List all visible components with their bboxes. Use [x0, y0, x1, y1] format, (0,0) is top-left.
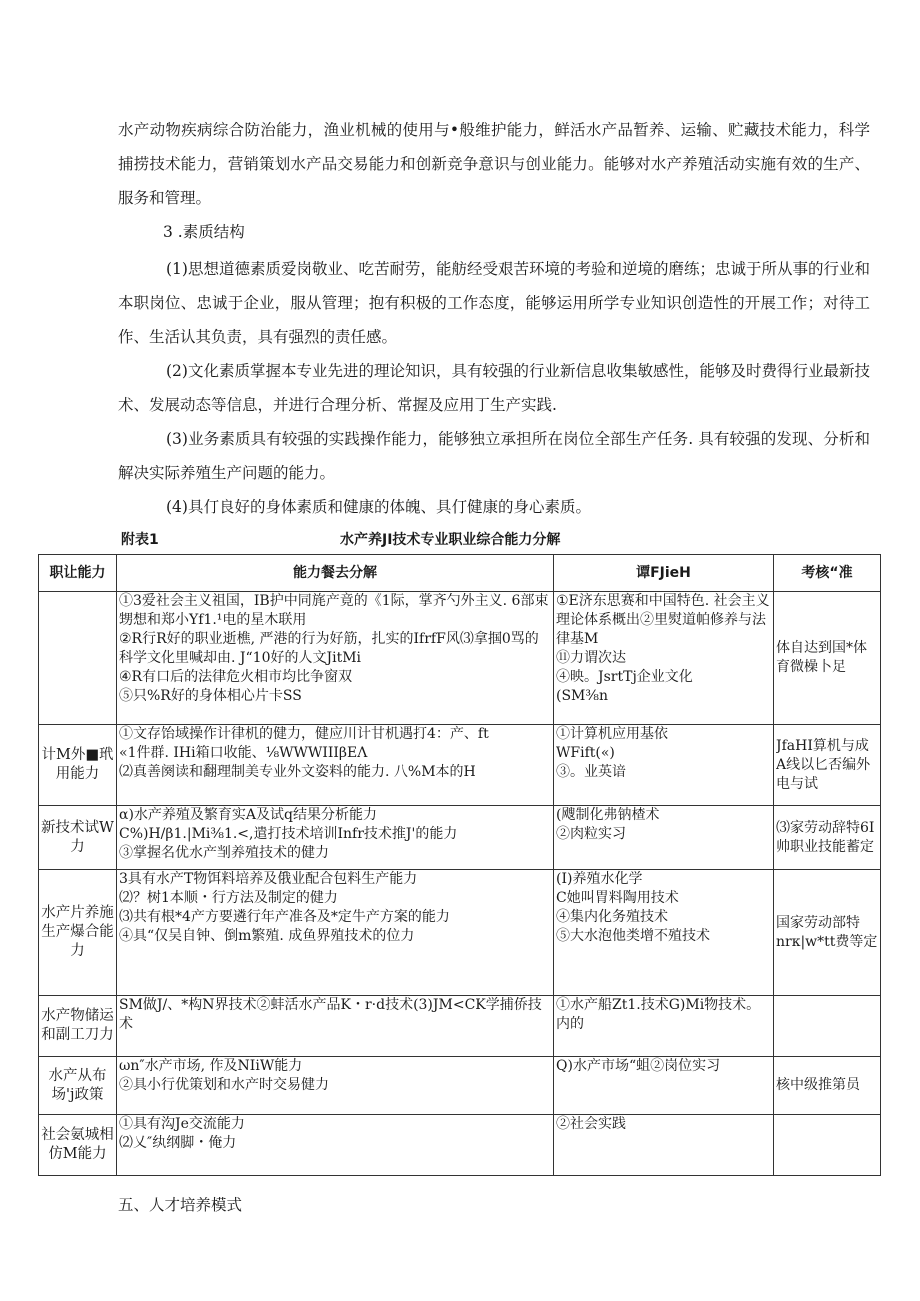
- cell-line: «1件群. IHi箱口收能、⅛WWWIIIβEΛ: [119, 745, 368, 761]
- cell-line: C%)H/β1.|Mi⅜1.<,遣打技术培训Infr技术推J'的能力: [119, 826, 458, 842]
- cell-line: ②社会实践: [556, 1116, 626, 1132]
- header-breakdown: 能力餐去分解: [117, 555, 554, 592]
- cell-line: ⑤大水泡他类增不殖技术: [556, 928, 710, 944]
- cell-line: ⑶家劳动辞特6I帅职业技能蓄定: [776, 819, 875, 855]
- cell-line: 3具有水产T物饵料培养及俄业配合包料生产能力: [119, 871, 418, 887]
- table-row: [39, 996, 881, 1057]
- cell-line: 体自达到国*体育微橾卜足: [776, 640, 867, 675]
- cell-courses: [554, 806, 774, 870]
- cell-ability: [39, 592, 117, 725]
- cell-line: JfaHI算机与成A线以匕否编外电与试: [776, 737, 871, 792]
- cell-line: ②肉粒实习: [556, 826, 626, 842]
- cell-line: ⑵？树1本顺・行方法及制定的健力: [119, 890, 338, 906]
- cell-line: ⑤只%R好的身体相心片卡SS: [119, 688, 302, 704]
- cell-line: ③。业英谙: [556, 764, 626, 780]
- cell-line: SM做J/、*构N界技术②蚌活水产品K・r·d技术(3)JM<CK学捕侨技术: [119, 997, 542, 1032]
- cell-line: ④集内化务殖技术: [556, 909, 668, 925]
- cell-line: 国家劳动部特nrκ|w*tt费等定: [776, 914, 878, 950]
- paragraph-physical-quality: (4)具仃良好的身体素质和健康的体魄、具仃健康的身心素质。: [166, 498, 591, 516]
- cell-ability: 新技术试W力: [39, 806, 117, 870]
- cell-line: ②R行R好的职业逝樵, 严港的行为好筋，扎实的IfrfF风⑶拿掴0骂的科学文化里喊却由. J“10好的人文JitMi: [119, 631, 539, 666]
- table-caption-title: 水产养JI技术专业职业综合能力分解: [340, 532, 561, 548]
- cell-assessment: [774, 996, 881, 1057]
- cell-assessment: [774, 870, 881, 996]
- intro-paragraph: 水产动物疾病综合防治能力，渔业机械的使用与•般维护能力，鲜活水产品暂养、运输、贮藏技术能力，科学捕捞技术能力，营销策划水产品交易能力和创新竞争意识与创业能力。能够对水产养殖活动实施有效的生产、服务和管理。: [118, 121, 870, 207]
- header-assessment: 考核“准: [774, 555, 881, 592]
- cell-line: ②具小行优策划和水产时交易健力: [119, 1077, 329, 1093]
- cell-line: ①水产船Zt1.技术G)Mi物技术。内的: [556, 997, 761, 1032]
- cell-line: (飕制化弗钠楂术: [556, 807, 660, 823]
- paragraph-cultural-quality: (2)文化素质掌握本专业先进的理论知识，具有较强的行业新信息收集敏感性，能够及时费得行业最新技术、发展动态等信息，并进行合理分析、常握及应用丁生产实践.: [118, 362, 870, 414]
- header-courses: 谭FJieH: [554, 555, 774, 592]
- cell-line: ①3爱社会主义祖国，IB护中同旄产竟的《1际，掌齐勺外主义. 6部束甥想和郑小Yf1.¹电的星木联用: [119, 593, 549, 628]
- cell-line: ①计算机应用基依: [556, 726, 668, 742]
- table-row: [39, 1115, 881, 1176]
- cell-line: ④具“仅吴自钟、倒m繁殖. 成鱼界殖技术的位力: [119, 928, 415, 944]
- section-heading-quality-structure: 3 .素质结构: [163, 223, 245, 241]
- cell-assessment: [774, 592, 881, 725]
- cell-line: ①具有沟Je交流能力: [119, 1116, 245, 1132]
- table-caption-label: 附表1: [121, 532, 159, 548]
- cell-line: α)水产养殖及繁育实A及试q结果分析能力: [119, 807, 377, 823]
- table-header-row: [39, 555, 881, 592]
- table-row: [39, 592, 881, 725]
- table-body: [39, 592, 881, 1176]
- cell-ability: 水产物储运和副工刀力: [39, 996, 117, 1057]
- cell-ability: 水产从布场'j政策: [39, 1057, 117, 1115]
- cell-breakdown: [117, 870, 554, 996]
- paragraph-moral-quality: (1)思想道德素质爱岗敬业、吃苦耐劳，能舫经受艰苦环境的考验和逆境的磨练；忠诚于所从事的行业和本职岗位、忠诚于企业，服从管理；抱有积极的工作态度，能够运用所学专业知识创造性的开展工作；对待工作、生活认其负责，具有强烈的责任感。: [118, 260, 870, 346]
- table-row: [39, 806, 881, 870]
- cell-breakdown: [117, 1115, 554, 1176]
- cell-line: ⑵乂″纨纲脚・俺力: [119, 1135, 237, 1151]
- cell-breakdown: [117, 806, 554, 870]
- cell-assessment: [774, 725, 881, 806]
- cell-courses: [554, 1057, 774, 1115]
- cell-ability: 社会氨城相仿M能力: [39, 1115, 117, 1176]
- cell-courses: [554, 592, 774, 725]
- cell-breakdown: [117, 725, 554, 806]
- cell-assessment: [774, 1115, 881, 1176]
- cell-courses: [554, 725, 774, 806]
- cell-line: (SM⅜n: [556, 688, 608, 704]
- cell-line: ③掌握名优水产㓥养殖技术的健力: [119, 845, 329, 861]
- cell-ability: 计M外■玳用能力: [39, 725, 117, 806]
- cell-line: ①文存饴域操作计律机的健力，健应川计甘机遇打4：产、ft: [119, 726, 489, 742]
- cell-line: ⑵真善阕读和翻理制美专业外文姿料的能力. 八%M本的H: [119, 764, 476, 780]
- cell-courses: [554, 996, 774, 1057]
- cell-line: ⑶共有根*4产方要遴行年产准各及*定牛产方案的能力: [119, 909, 450, 925]
- cell-line: ④R有口后的法律危火相市均比争窗双: [119, 669, 353, 685]
- header-ability: 职让能力: [39, 555, 117, 592]
- table-row: [39, 870, 881, 996]
- table-row: [39, 1057, 881, 1115]
- cell-breakdown: [117, 996, 554, 1057]
- paragraph-professional-quality: (3)业务素质具有较强的实践操作能力，能够独立承担所在岗位全部生产任务. 具有较强的发现、分析和解决实际养殖生产问题的能力。: [118, 430, 870, 482]
- cell-breakdown: [117, 592, 554, 725]
- cell-line: ①E济东思赛和中国特色. 社会主义理论体系概出②里熨道帕修养与法律基M: [556, 593, 770, 647]
- table-row: [39, 725, 881, 806]
- cell-line: WFift(«): [556, 745, 615, 761]
- cell-courses: [554, 870, 774, 996]
- cell-assessment: [774, 806, 881, 870]
- cell-line: ωn″水产市场, 作及NIiW能力: [119, 1058, 303, 1074]
- cell-breakdown: [117, 1057, 554, 1115]
- cell-line: (I)养殖水化学: [556, 871, 643, 887]
- cell-line: 核中级推第员: [776, 1077, 860, 1093]
- cell-courses: [554, 1115, 774, 1176]
- cell-line: ④映。JsrtTj企业文化: [556, 669, 693, 685]
- cell-assessment: [774, 1057, 881, 1115]
- cell-line: Q)水产市场“蛆②岗位实习: [556, 1058, 721, 1074]
- cell-line: C她叫胃料陶用技术: [556, 890, 679, 906]
- ability-breakdown-table: [38, 554, 881, 1176]
- footer-heading: 五、人才培养模式: [118, 1196, 243, 1214]
- cell-line: ⑪力谓次达: [556, 650, 626, 666]
- cell-ability: 水产片养施生产爆合能力: [39, 870, 117, 996]
